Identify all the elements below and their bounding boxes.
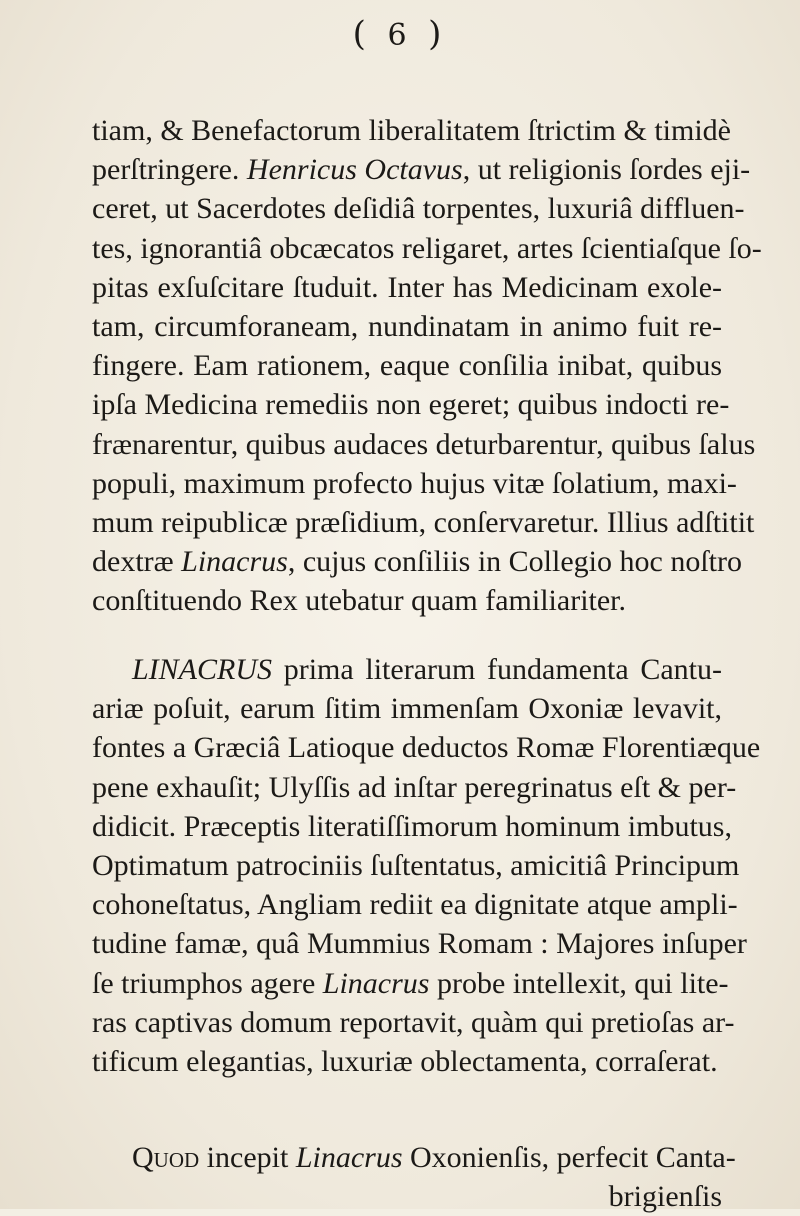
catchword: brigienſis bbox=[608, 1180, 722, 1214]
page-number-close-paren: ) bbox=[428, 14, 448, 54]
text-line: pene exhauſit; Ulyſſis ad inſtar peregrinatus eſt & per- bbox=[92, 770, 737, 804]
text-line: tudine famæ, quâ Mummius Romam : Majores inſuper bbox=[92, 927, 747, 961]
page-number-value: 6 bbox=[387, 18, 413, 53]
text-line: pitas exſuſcitare ſtuduit. Inter has Medicinam exole- bbox=[92, 270, 722, 304]
text-line: didicit. Præceptis literatiſſimorum hominum imbutus, bbox=[92, 809, 732, 843]
text-line: tes, ignorantiâ obcæcatos religaret, artes ſcientiaſque ſo- bbox=[92, 231, 762, 265]
text-line: cohoneſtatus, Angliam rediit ea dignitate atque ampli- bbox=[92, 888, 738, 922]
text-line: ceret, ut Sacerdotes deſidiâ torpentes, luxuriâ diffluen- bbox=[92, 192, 745, 226]
page-number-open-paren: ( bbox=[352, 14, 372, 54]
text-line: conſtituendo Rex utebatur quam familiariter. bbox=[92, 584, 627, 618]
text-line: frænarentur, quibus audaces deturbarentur, quibus ſalus bbox=[92, 427, 756, 461]
text-line: tam, circumforaneam, nundinatam in animo fuit re- bbox=[92, 310, 722, 344]
initial-word: Quod bbox=[132, 1141, 200, 1174]
paragraph-quod bbox=[92, 1138, 736, 1216]
text-line: LINACRUS prima literarum fundamenta Cantu- bbox=[132, 653, 722, 686]
text-line: tiam, & Benefactorum liberalitatem ſtrictim & timidè bbox=[92, 114, 731, 147]
text-line: populi, maximum profecto hujus vitæ ſolatium, maxi- bbox=[92, 466, 737, 500]
text-line: dextræ Linacrus, cujus conſiliis in Collegio hoc noſtro bbox=[92, 545, 742, 579]
text-line: tificum elegantias, luxuriæ oblectamenta, corraſerat. bbox=[92, 1045, 718, 1079]
text-line: Optimatum patrociniis ſuſtentatus, amicitiâ Principum bbox=[92, 849, 740, 883]
text-line: Quod incepit Linacrus Oxonienſis, perfecit Canta- bbox=[132, 1141, 736, 1174]
text-line: fingere. Eam rationem, eaque conſilia inibat, quibus bbox=[92, 349, 722, 383]
paragraph-henricus bbox=[92, 111, 762, 621]
text-line: perſtringere. Henricus Octavus, ut religionis ſordes eji- bbox=[92, 153, 751, 187]
text-line: fontes a Græciâ Latioque deductos Romæ Florentiæque bbox=[92, 731, 761, 765]
text-line: ipſa Medicina remediis non egeret; quibus indocti re- bbox=[92, 388, 730, 422]
text-line: ariæ poſuit, earum ſitim immenſam Oxoniæ levavit, bbox=[92, 692, 722, 726]
text-line: ſe triumphos agere Linacrus probe intellexit, qui lite- bbox=[92, 966, 729, 1000]
paragraph-linacrus bbox=[92, 650, 761, 1081]
page-number bbox=[0, 14, 800, 54]
text-line: mum reipublicæ præſidium, conſervaretur. Illius adſtitit bbox=[92, 506, 755, 540]
text-line: ras captivas domum reportavit, quàm qui pretioſas ar- bbox=[92, 1005, 735, 1039]
